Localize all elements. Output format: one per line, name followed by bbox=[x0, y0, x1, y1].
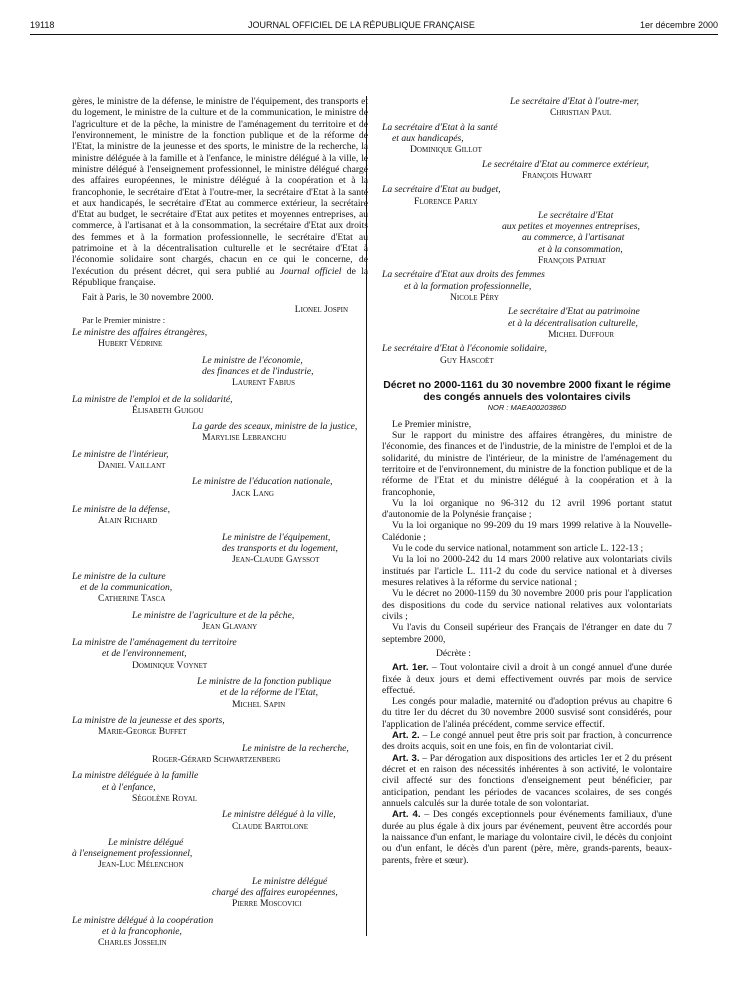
pm-label: Par le Premier ministre : bbox=[82, 314, 166, 325]
signature-block: Le ministre de l'intérieur, Daniel Vaillant bbox=[72, 448, 169, 472]
signature-block: Le ministre délégué à l'enseignement professionnel, Jean-Luc Mélenchon bbox=[72, 836, 193, 871]
journal-title: JOURNAL OFFICIEL DE LA RÉPUBLIQUE FRANÇAISE bbox=[248, 20, 475, 30]
left-column bbox=[72, 96, 368, 949]
signature-block: Le ministre de la fonction publique et de la réforme de l'Etat, Michel Sapin bbox=[197, 676, 332, 710]
signature-block: Le ministre de l'agriculture et de la pêche, Jean Glavany bbox=[132, 609, 295, 632]
article-4: Art. 4. – Des congés exceptionnels pour événements familiaux, d'une durée au plus égale à dix jours par événement, peuvent être accordés pour la naissance d'un enfant, le mariage du volontaire civil, le décès du conjoint ou d'un enfant, le décès d'un parent (père, mère, grands-parents, beaux-parents, frère et sœur). bbox=[382, 809, 672, 866]
signature-block: Le ministre des affaires étrangères, Hubert Védrine bbox=[72, 326, 208, 350]
closing-paragraph: gères, le ministre de la défense, le ministre de l'équipement, des transports et du logement, le ministre de la culture et de la communication, le ministre de l'agriculture et de la pêche, la ministre de l'aménagement du territoire et de l'environnement, le ministre de la fonction publique et de la réforme de l'Etat, la ministre de la jeunesse et des sports, le ministre de la recherche, la ministre déléguée à la famille et à l'enfance, le ministre délégué à la ville, le ministre délégué à l'enseignement professionnel, le ministre délégué chargé des affaires européennes, le ministre délégué à la coopération et à la francophonie, le secrétaire d'Etat à l'outre-mer, la secrétaire d'Etat à la santé et aux handicapés, le secrétaire d'Etat au commerce extérieur, la secrétaire d'Etat au budget, le secrétaire d'Etat aux petites et moyennes entreprises, au commerce, à l'artisanat et à la consommation, la secrétaire d'Etat aux droits des femmes et à la formation professionnelle, le secrétaire d'Etat au patrimoine et à la décentralisation culturelle et le secrétaire d'Etat à l'économie solidaire sont chargés, chacun en ce qui le concerne, de l'exécution du présent décret, qui sera publié au Journal officiel de la République française. bbox=[72, 96, 369, 288]
signature-block: La garde des sceaux, ministre de la justice, Marylise Lebranchu bbox=[192, 421, 358, 444]
signature-block: Le secrétaire d'Etat à l'outre-mer, Christian Paul bbox=[510, 96, 639, 119]
signature-block: La ministre de l'aménagement du territoire et de l'environnement, Dominique Voynet bbox=[72, 637, 237, 671]
signature-block: Le ministre de l'économie, des finances et de l'industrie, Laurent Fabius bbox=[202, 354, 314, 389]
signature-block: Le ministre de l'équipement, des transports et du logement, Jean-Claude Gayssot bbox=[222, 531, 338, 566]
signature-block: Le ministre délégué à la coopération et à la francophonie, Charles Josselin bbox=[72, 914, 214, 949]
signature-block: La secrétaire d'Etat au budget, Florence Parly bbox=[382, 184, 501, 207]
signature-block: Le ministre de l'éducation nationale, Jack Lang bbox=[192, 476, 333, 499]
article-1-para-2: Les congés pour maladie, maternité ou d'adoption prévus au chapitre 6 du titre Ier du décret du 30 novembre 2000 susvisé sont considérés, pour l'application de l'alinéa précédent, comme service effectif. bbox=[382, 696, 672, 730]
signature-block: Le secrétaire d'Etat au commerce extérieur, François Huwart bbox=[482, 158, 650, 181]
signature-block: La ministre déléguée à la famille et à l'enfance, Ségolène Royal bbox=[72, 770, 199, 804]
signature-block: Le secrétaire d'Etat aux petites et moyennes entreprises, au commerce, à l'artisanat et à la consommation, François Patriat bbox=[502, 209, 640, 267]
signature-block: Le ministre de la culture et de la communication, Catherine Tasca bbox=[72, 570, 173, 605]
recital: Vu la loi organique no 96-312 du 12 avril 1996 portant statut d'autonomie de la Polynésie française ; bbox=[382, 497, 672, 521]
decree-intro: Le Premier ministre, bbox=[392, 418, 472, 430]
signature-block: Le ministre de la recherche, Roger-Gérard Schwartzenberg bbox=[152, 742, 349, 765]
signature-block: Le ministre délégué à la ville, Claude Bartolone bbox=[222, 809, 336, 832]
recital: Vu la loi organique no 99-209 du 19 mars 1999 relative à la Nouvelle-Calédonie ; bbox=[382, 520, 672, 543]
signature-block: Le secrétaire d'Etat à l'économie solidaire, Guy Hascoët bbox=[382, 343, 547, 366]
signature-block: La secrétaire d'Etat aux droits des femmes et à la formation professionnelle, Nicole Péry bbox=[382, 269, 545, 303]
signature-block: La secrétaire d'Etat à la santé et aux handicapés, Dominique Gillot bbox=[382, 121, 498, 156]
article-2: Art. 2. – Le congé annuel peut être pris soit par fraction, à concurrence des droits acquis, soit en une fois, en fin de volontariat civil. bbox=[382, 730, 672, 753]
header-rule bbox=[30, 34, 718, 35]
article-3: Art. 3. – Par dérogation aux dispositions des articles 1er et 2 du présent décret et en raison des nécessités inhérentes à son activité, le volontaire civil affecté sur des fonctions d'enseignement peut bénéficier, par anticipation, pendant les périodes de vacances scolaires, de ses congés annuels calculés sur la durée totale de son volontariat. bbox=[382, 752, 672, 809]
decrete-heading: Décrète : bbox=[436, 647, 471, 659]
signature-block: Le ministre délégué chargé des affaires européennes, Pierre Moscovici bbox=[212, 875, 338, 910]
signature-block: Le ministre de la défense, Alain Richard bbox=[72, 504, 170, 527]
signature-block: La ministre de la jeunesse et des sports, Marie-George Buffet bbox=[72, 715, 225, 738]
signature-date: Fait à Paris, le 30 novembre 2000. bbox=[82, 292, 214, 304]
issue-date: 1er décembre 2000 bbox=[639, 20, 718, 30]
recital: Vu le décret no 2000-1159 du 30 novembre 2000 pris pour l'application des dispositions du code du service national relatives aux volontariats civils ; bbox=[382, 588, 672, 622]
article-1: Art. 1er. – Tout volontaire civil a droit à un congé annuel d'une durée fixée à deux jours et demi effectivement ouvrés par mois de service effectué. bbox=[382, 662, 672, 696]
recital: Vu l'avis du Conseil supérieur des Français de l'étranger en date du 7 septembre 2000, bbox=[382, 622, 672, 645]
recital: Vu la loi no 2000-242 du 14 mars 2000 relative aux volontariats civils institués par l'article L. 111-2 du code du service national et à diverses mesures relatives à la réforme du service national ; bbox=[382, 554, 672, 588]
pm-signature: Lionel Jospin bbox=[294, 303, 348, 315]
recital: Vu le code du service national, notamment son article L. 122-13 ; bbox=[392, 543, 644, 555]
signature-block: La ministre de l'emploi et de la solidarité, Élisabeth Guigou bbox=[72, 393, 233, 416]
nor-reference: NOR : MAEA0020386D bbox=[487, 402, 567, 412]
decree-title: Décret no 2000-1161 du 30 novembre 2000 fixant le régime des congés annuels des volontaires civils bbox=[383, 379, 671, 403]
recital: Sur le rapport du ministre des affaires étrangères, du ministre de l'économie, des finances et de l'industrie, de la ministre de l'emploi et de la solidarité, du ministre de l'intérieur, de la ministre de l'aménagement du territoire et de l'environnement, du ministre de la fonction publique et de la réforme de l'Etat et du ministre délégué à la coopération et à la francophonie, bbox=[382, 429, 672, 498]
right-column bbox=[382, 96, 672, 866]
page-number: 19118 bbox=[30, 20, 55, 30]
signature-block: Le secrétaire d'Etat au patrimoine et à la décentralisation culturelle, Michel Duffour bbox=[508, 306, 640, 340]
